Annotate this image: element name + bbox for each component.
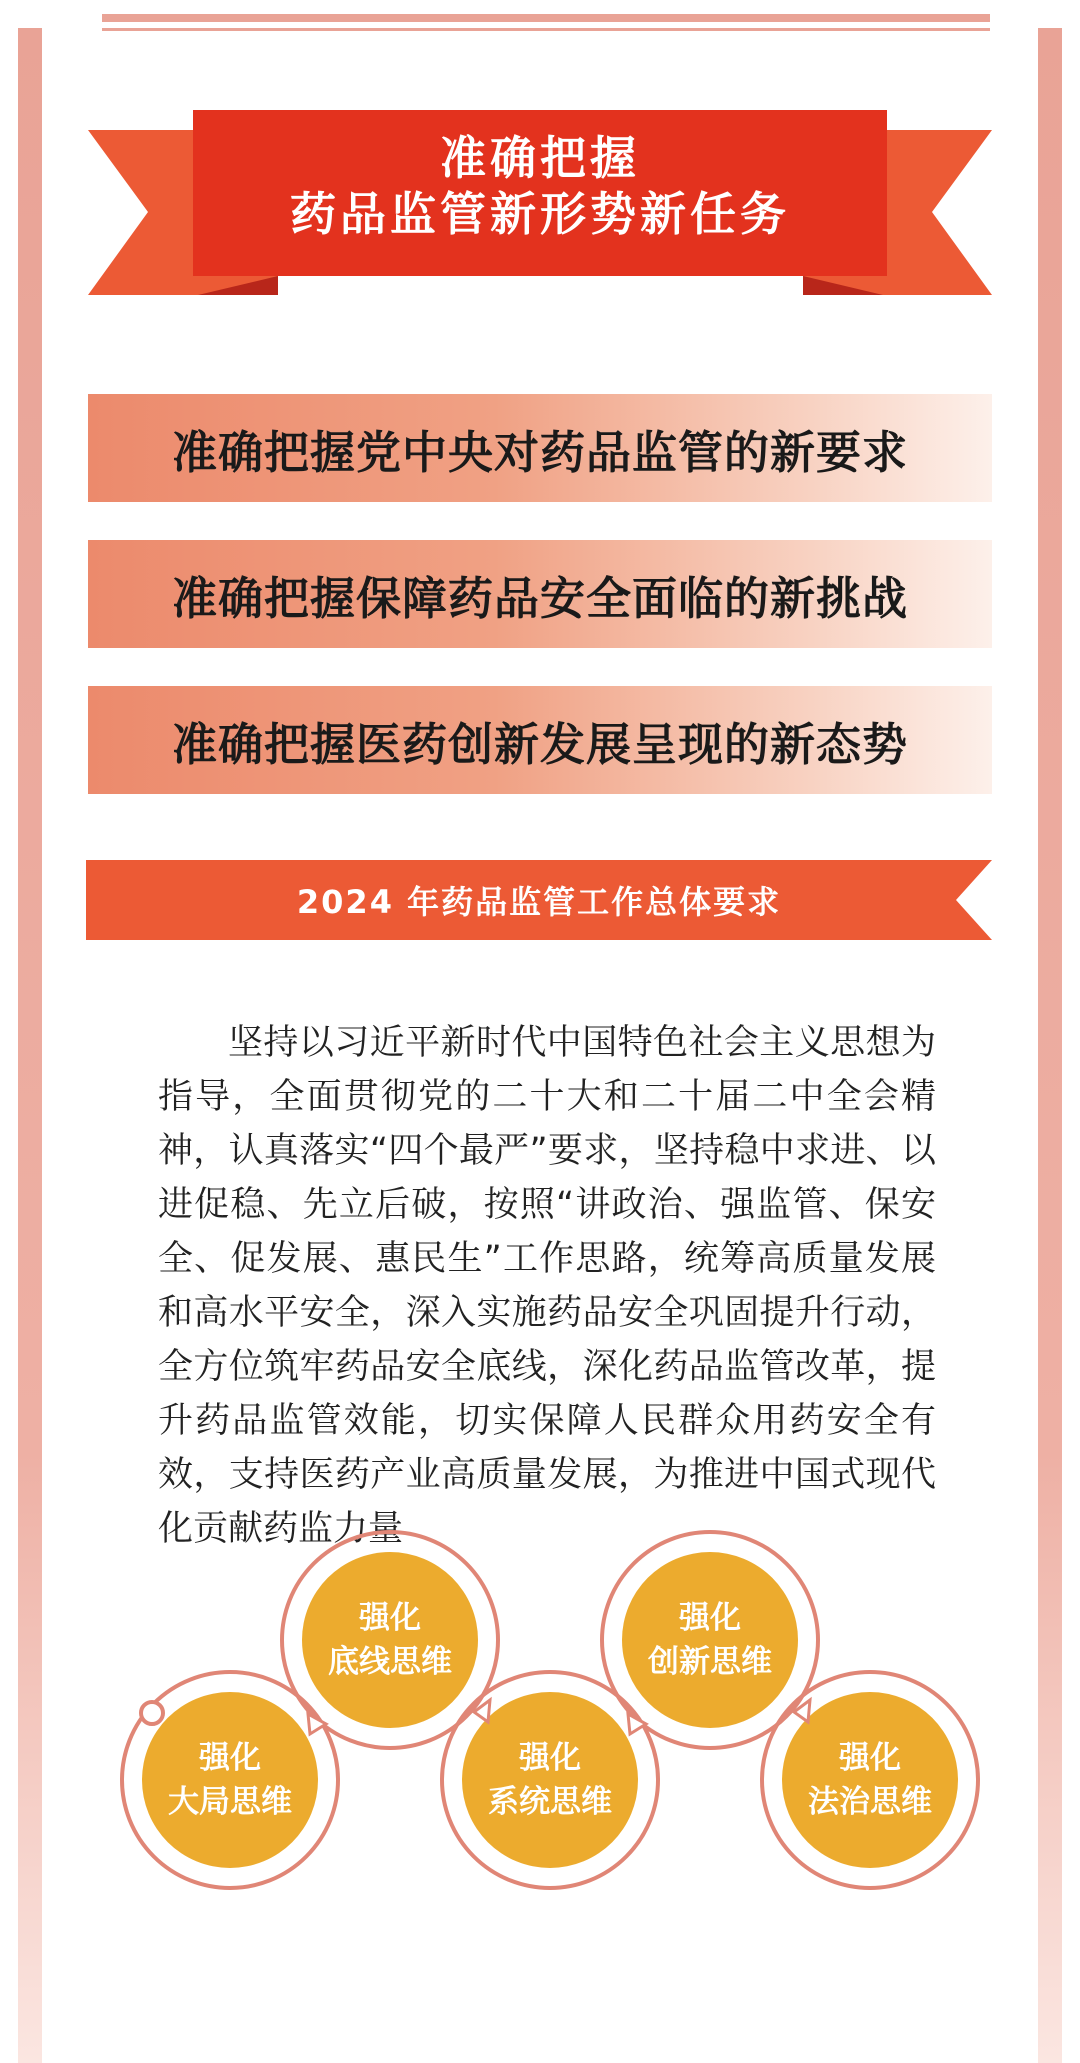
cycle-start-dot (141, 1702, 163, 1724)
circle-label-line1: 强化 (359, 1600, 421, 1636)
circle-label-line1: 强化 (199, 1740, 261, 1776)
main-title-line1: 准确把握 (440, 131, 640, 185)
requirement-bar-1 (88, 394, 992, 502)
requirement-bar-2 (88, 540, 992, 648)
thinking-cycle-diagram (0, 1480, 1080, 1920)
circle-label-systematic (450, 1736, 650, 1824)
circle-label-innovation (610, 1596, 810, 1684)
circle-label-line2: 法治思维 (808, 1784, 932, 1820)
circle-label-rule-of-law (770, 1736, 970, 1824)
circle-label-line2: 创新思维 (648, 1644, 772, 1680)
requirements-paragraph: 坚持以习近平新时代中国特色社会主义思想为指导，全面贯彻党的二十大和二十届二中全会精神，认真落实“四个最严”要求，坚持稳中求进、以进促稳、先立后破，按照“讲政治、强监管、保安全、促发展、惠民生”工作思路，统筹高质量发展和高水平安全，深入实施药品安全巩固提升行动，全方位筑牢药品安全底线，深化药品监管改革，提升药品监管效能，切实保障人民群众用药安全有效，支持医药产业高质量发展，为推进中国式现代化贡献药监力量 (158, 1023, 936, 1549)
top-rule-thin (102, 28, 990, 31)
circle-label-big-picture (130, 1736, 330, 1824)
requirement-bar-text: 准确把握保障药品安全面临的新挑战 (171, 571, 908, 625)
main-title-line2: 药品监管新形势新任务 (290, 187, 790, 241)
circle-label-line2: 系统思维 (488, 1784, 612, 1820)
circle-label-line1: 强化 (679, 1600, 741, 1636)
requirement-bar-text: 准确把握党中央对药品监管的新要求 (171, 425, 908, 479)
circle-label-line2: 底线思维 (328, 1644, 452, 1680)
circle-label-line2: 大局思维 (168, 1784, 292, 1820)
circle-label-line1: 强化 (839, 1740, 901, 1776)
section-title: 2024 年药品监管工作总体要求 (296, 883, 782, 921)
main-title (190, 130, 890, 242)
top-rule (102, 14, 990, 22)
circle-label-line1: 强化 (519, 1740, 581, 1776)
circle-label-bottom-line (290, 1596, 490, 1684)
requirement-bar-3 (88, 686, 992, 794)
requirement-bar-text: 准确把握医药创新发展呈现的新态势 (171, 717, 908, 771)
